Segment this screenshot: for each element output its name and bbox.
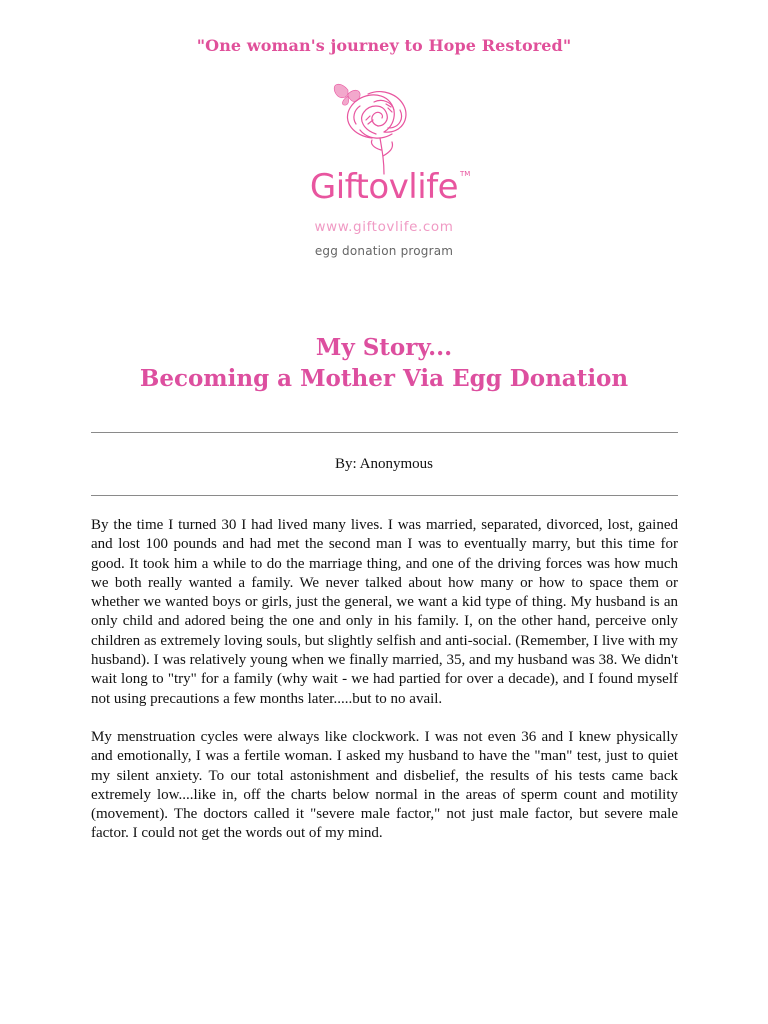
divider-bottom [91, 495, 678, 496]
logo-program: egg donation program [314, 244, 454, 258]
paragraph: My menstruation cycles were always like clockwork. I was not even 36 and I knew physically and emotionally, I was a fertile woman. I asked my husband to have the "man" test, just to quiet my silent anxiety. To our total astonishment and disbelief, the results of his tests came back extremely low....like in, off the charts below normal in the areas of sperm count and motility (movement). The doctors called it "severe male factor," not just male factor, but severe male factor. I could not get the words out of my mind. [91, 728, 678, 842]
divider-top [91, 432, 678, 433]
tagline: "One woman's journey to Hope Restored" [196, 36, 572, 55]
trademark-mark: TM [460, 170, 471, 178]
byline: By: Anonymous [335, 456, 433, 472]
title-line-1: My Story... [315, 334, 453, 361]
brand-wordmark [284, 160, 484, 218]
giftovlife-logo [284, 78, 484, 268]
article-body [91, 516, 678, 863]
title-line-2: Becoming a Mother Via Egg Donation [139, 365, 629, 392]
brand-name: Giftovlife [309, 167, 459, 207]
article-title [0, 332, 768, 394]
paragraph: By the time I turned 30 I had lived many lives. I was married, separated, divorced, lost, gained and lost 100 pounds and had met the second man I was to eventually marry, but this time for good. It took him a while to do the marriage thing, and one of the driving forces was how much we both really wanted a family. We never talked about how many or how to space them or whether we wanted boys or girls, just the general, we want a kid type of thing. My husband is an only child and adored being the one and only in his family. I, on the other hand, perceive only children as extremely loving souls, but slightly selfish and anti-social. (Remember, I live with my husband). I was relatively young when we finally married, 35, and my husband was 38. We didn't wait long to "try" for a family (why wait - we had partied for over a decade), and I found myself not using precautions a few months later.....but to no avail. [91, 517, 678, 707]
logo-url: www.giftovlife.com [314, 219, 454, 235]
